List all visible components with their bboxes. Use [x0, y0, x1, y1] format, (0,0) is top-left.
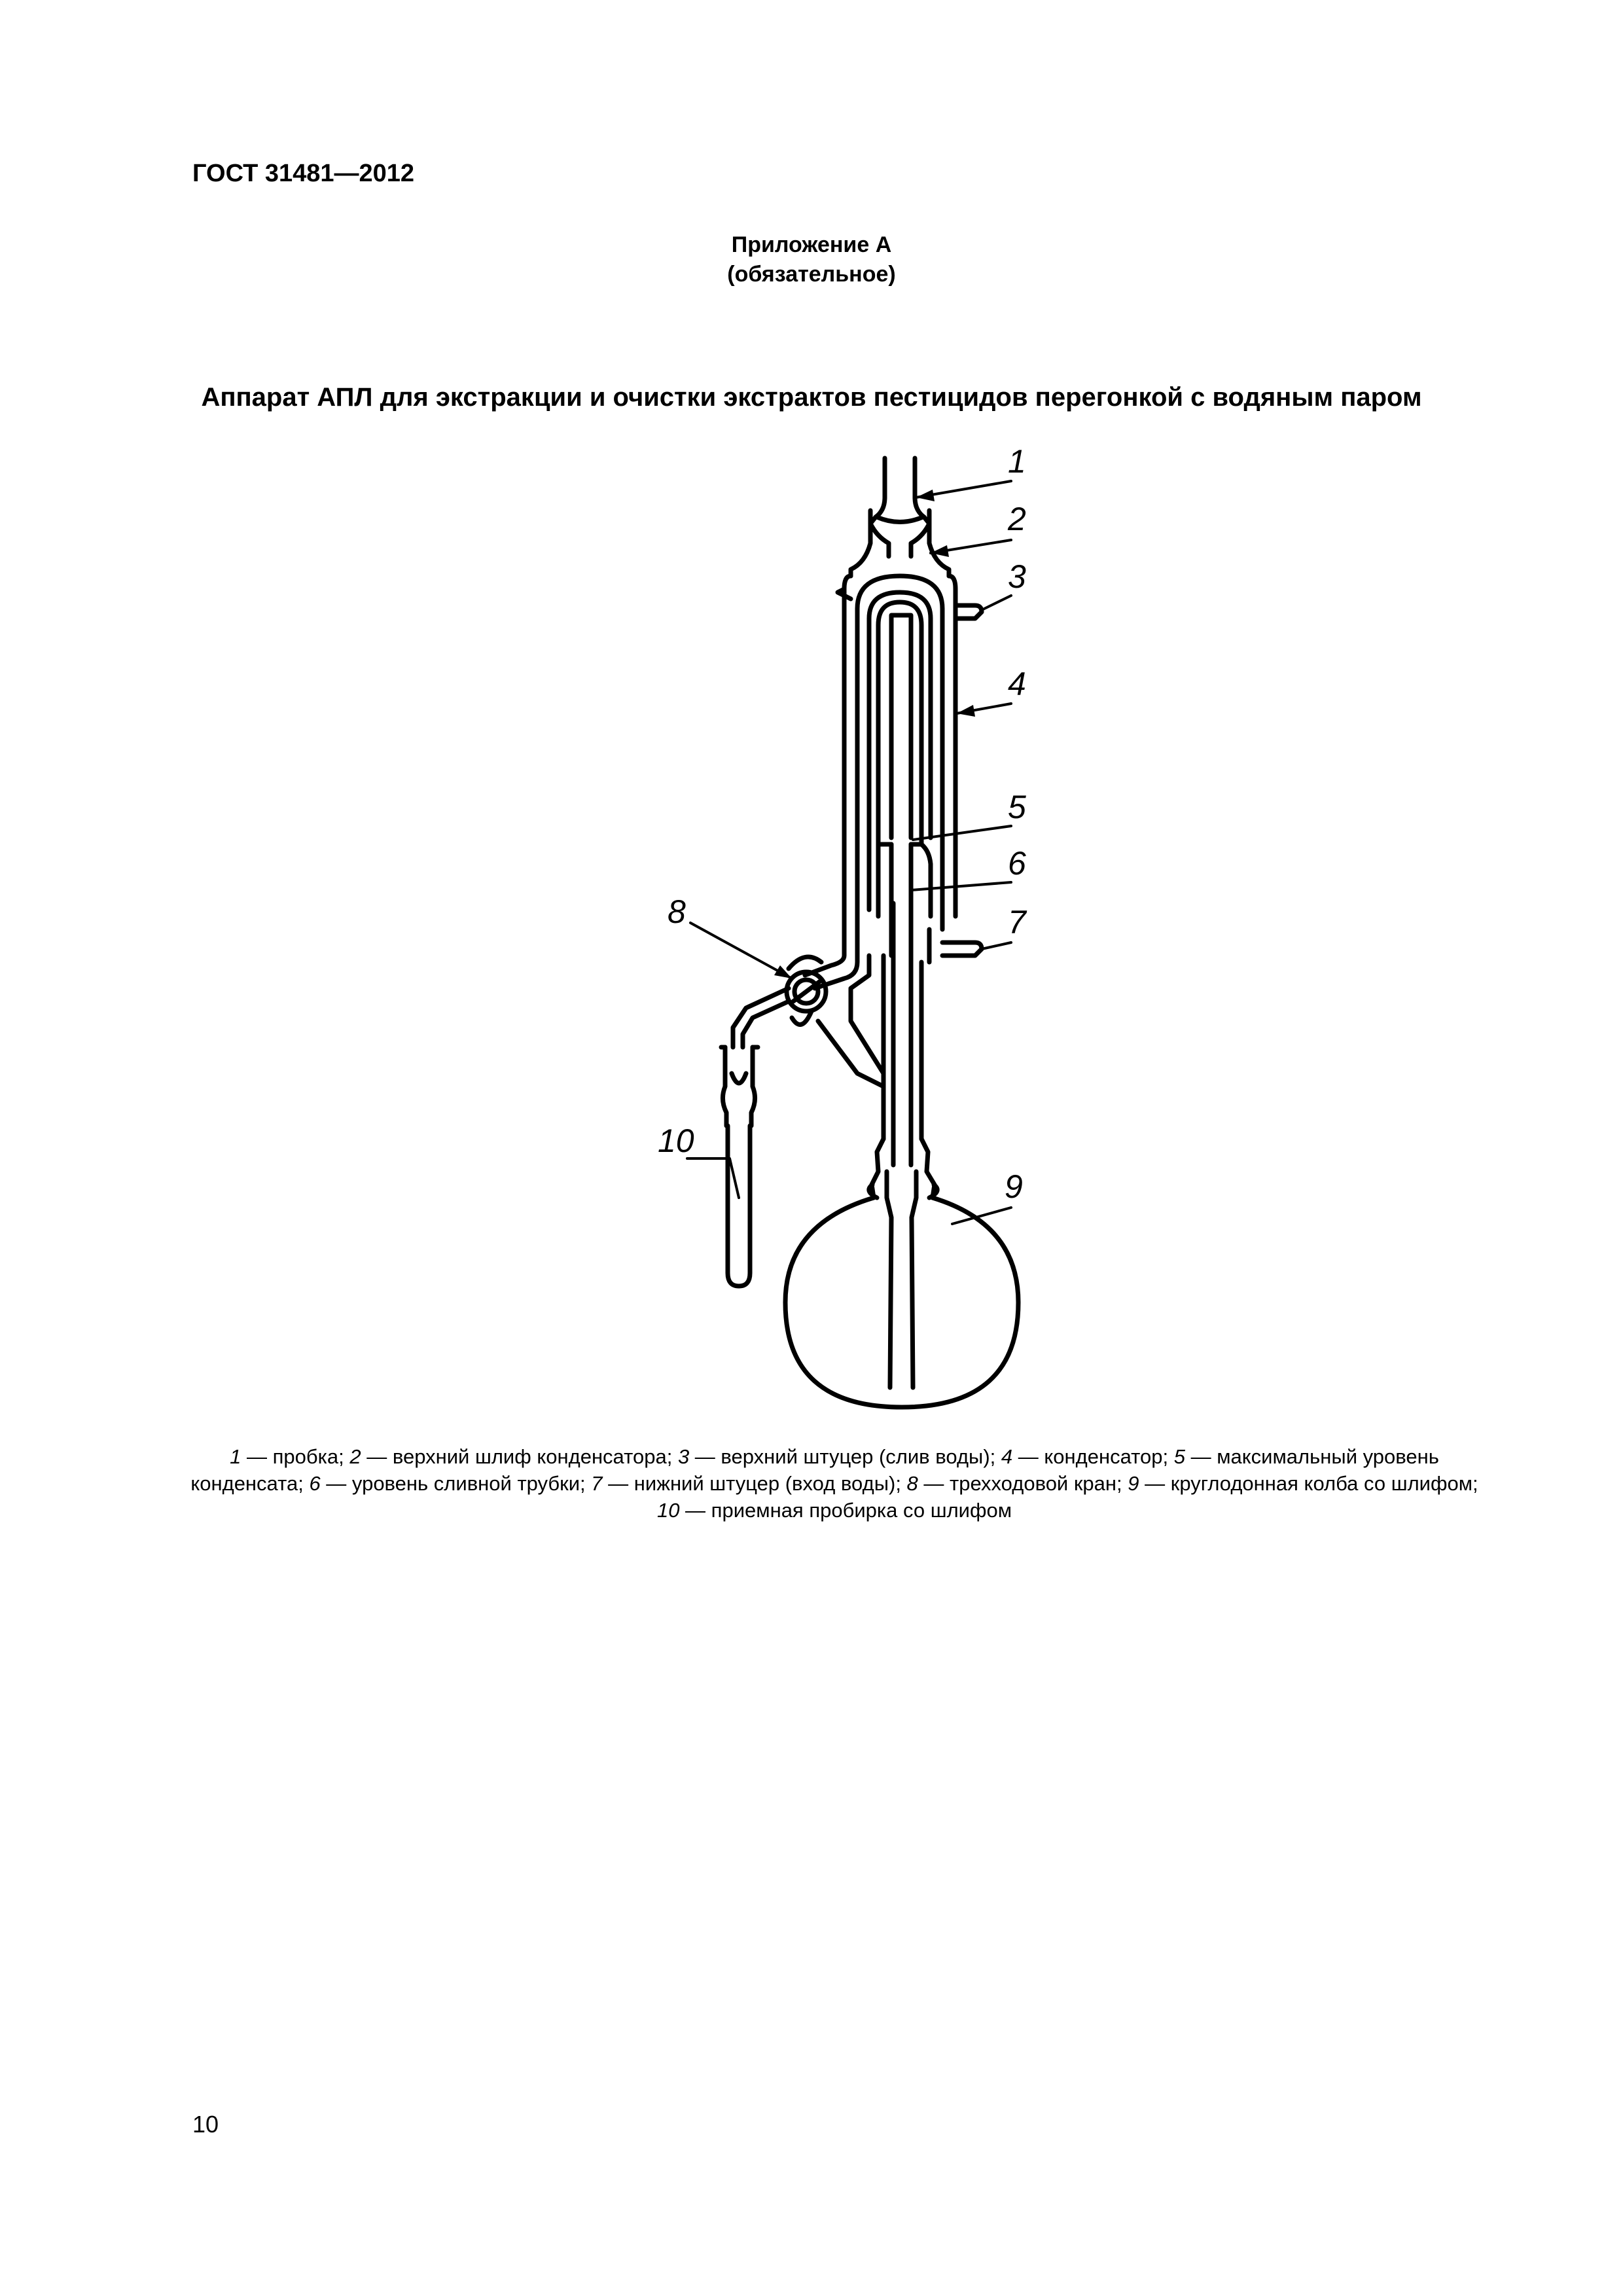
figure-title: Аппарат АПЛ для экстракции и очистки экстрактов пестицидов перегонкой с водяным паром	[201, 383, 1422, 412]
callout-1: 1	[1008, 443, 1026, 480]
callout-5: 5	[1008, 789, 1026, 825]
legend-item: 3 — верхний штуцер (слив воды);	[677, 1445, 1001, 1468]
callout-arrowheads	[774, 490, 975, 978]
appendix-status: (обязательное)	[727, 262, 896, 287]
stopper-part	[870, 458, 929, 556]
callout-10: 10	[658, 1122, 694, 1159]
legend-item: 2 — верхний шлиф конденсатора;	[349, 1445, 678, 1468]
receiver-tube	[721, 988, 789, 1286]
condenser-jacket	[838, 576, 955, 916]
callout-2: 2	[1008, 501, 1026, 537]
callout-4: 4	[1008, 666, 1026, 702]
lower-water-fitting	[929, 929, 982, 962]
callout-7: 7	[1008, 904, 1026, 941]
figure-legend	[183, 1443, 1486, 1524]
three-way-stopcock	[787, 957, 826, 1024]
appendix-title: Приложение А	[731, 232, 892, 257]
side-arm	[805, 916, 883, 1086]
document-code: ГОСТ 31481—2012	[192, 160, 415, 187]
legend-item: 6 — уровень сливной трубки;	[309, 1472, 592, 1495]
legend-item: 4 — конденсатор;	[1001, 1445, 1174, 1468]
round-bottom-flask	[785, 1198, 1018, 1407]
callout-6: 6	[1008, 845, 1026, 882]
legend-item: 10 — приемная пробирка со шлифом	[656, 1499, 1012, 1522]
flask-joint	[869, 1139, 937, 1388]
legend-item: 7 — нижний штуцер (вход воды);	[591, 1472, 907, 1495]
callout-3: 3	[1008, 558, 1026, 595]
legend-item: 9 — круглодонная колба со шлифом;	[1128, 1472, 1478, 1495]
legend-item: 8 — трехходовой кран;	[906, 1472, 1128, 1495]
upper-water-fitting	[955, 605, 982, 619]
page-number: 10	[192, 2111, 219, 2138]
legend-item: 5 — максимальный уровень конденсата;	[190, 1445, 1439, 1495]
callout-9: 9	[1005, 1168, 1023, 1205]
callout-8: 8	[668, 893, 686, 930]
legend-item: 1 — пробка;	[230, 1445, 350, 1468]
callout-leaders	[687, 481, 1011, 1224]
